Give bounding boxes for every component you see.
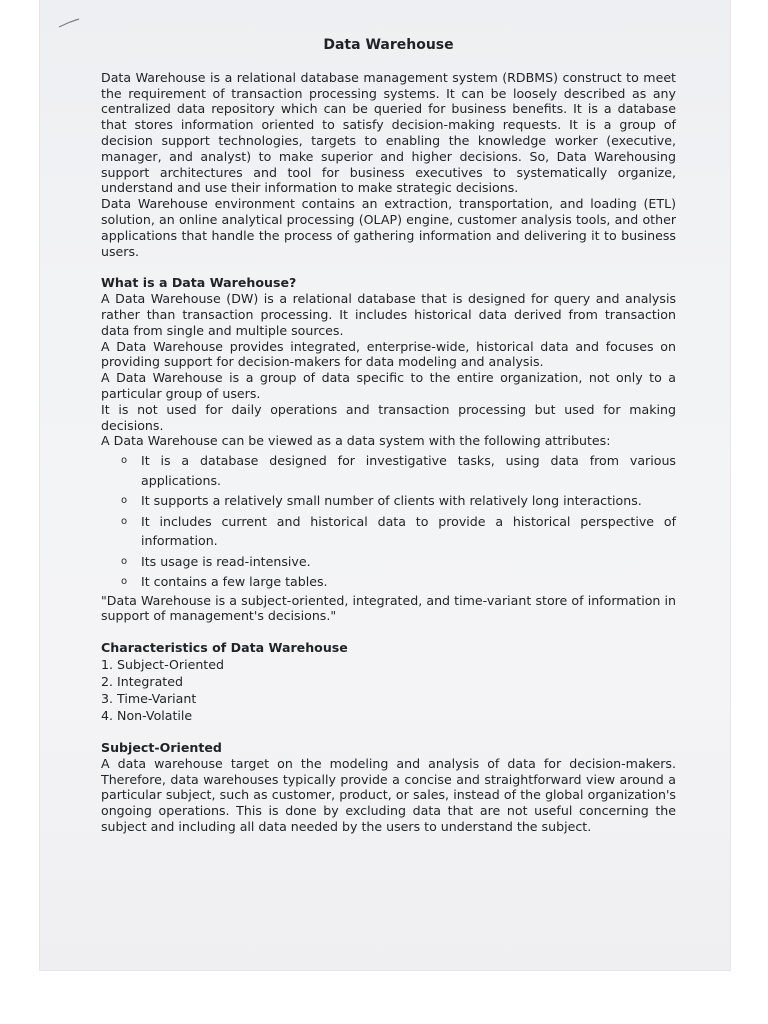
list-item: 3. Time-Variant — [101, 691, 197, 707]
section-heading-what-is: What is a Data Warehouse? — [101, 275, 297, 291]
section-heading-subject-oriented: Subject-Oriented — [101, 740, 222, 756]
document-page — [40, 0, 730, 970]
what-is-paragraph-5: A Data Warehouse can be viewed as a data system with the following attributes: — [101, 433, 611, 449]
what-is-paragraph-4: It is not used for daily operations and transaction processing but used for making decisions. — [101, 401, 676, 433]
subject-oriented-paragraph: A data warehouse target on the modeling and analysis of data for decision-makers. Therefore, data warehouses typically provide a concise and straightforward view around a particular subject, such as customer, product, or sales, instead of the global organization's ongoing operations. This is done by excluding data that are not useful concerning the subject and including all data needed by the users to understand the subject. — [101, 755, 676, 834]
bullet-circle-icon: o — [121, 555, 128, 567]
what-is-paragraph-1: A Data Warehouse (DW) is a relational database that is designed for query and analysis rather than transaction processing. It includes historical data derived from transaction data from single and multiple sources. — [101, 291, 676, 338]
pen-mark-icon — [58, 18, 80, 28]
document-content — [101, 38, 676, 835]
list-item: o Its usage is read-intensive. — [101, 552, 676, 572]
what-is-paragraph-2: A Data Warehouse provides integrated, enterprise-wide, historical data and focuses on providing support for decision-makers for data modeling and analysis. — [101, 338, 676, 370]
list-item: o It includes current and historical data to provide a historical perspective of information. — [121, 513, 676, 549]
bullet-circle-icon: o — [121, 515, 128, 527]
list-item: o It contains a few large tables. — [101, 572, 676, 592]
list-item: 2. Integrated — [101, 674, 183, 690]
bullet-circle-icon: o — [121, 455, 128, 467]
list-item: o It supports a relatively small number of clients with relatively long interactions. — [101, 491, 676, 511]
characteristics-list — [101, 656, 676, 724]
intro-paragraph-1: Data Warehouse is a relational database management system (RDBMS) construct to meet the requirement of transaction processing systems. It can be loosely described as any centralized data repository which can be queried for business benefits. It is a database that stores information oriented to satisfy decision-making requests. It is a group of decision support technologies, targets to enabling the knowledge worker (executive, manager, and analyst) to make superior and higher decisions. So, Data Warehousing support architectures and tool for business executives to systematically organize, understand and use their information to make strategic decisions. — [101, 69, 676, 196]
list-item: 1. Subject-Oriented — [101, 657, 224, 673]
list-item: o It is a database designed for investigative tasks, using data from various applications. — [121, 453, 676, 488]
bullet-circle-icon: o — [121, 495, 128, 507]
page-title: Data Warehouse — [323, 37, 454, 53]
attributes-list — [101, 451, 676, 592]
intro-paragraph-2: Data Warehouse environment contains an extraction, transportation, and loading (ETL) solution, an online analytical processing (OLAP) engine, customer analysis tools, and other applications that handle the process of gathering information and delivering it to business users. — [101, 196, 676, 259]
what-is-paragraph-3: A Data Warehouse is a group of data specific to the entire organization, not only to a particular group of users. — [101, 370, 676, 401]
definition-quote: "Data Warehouse is a subject-oriented, integrated, and time-variant store of information in support of management's decisions." — [101, 592, 676, 624]
section-heading-characteristics: Characteristics of Data Warehouse — [101, 640, 348, 656]
bullet-circle-icon: o — [121, 576, 128, 588]
list-item: 4. Non-Volatile — [101, 708, 193, 724]
